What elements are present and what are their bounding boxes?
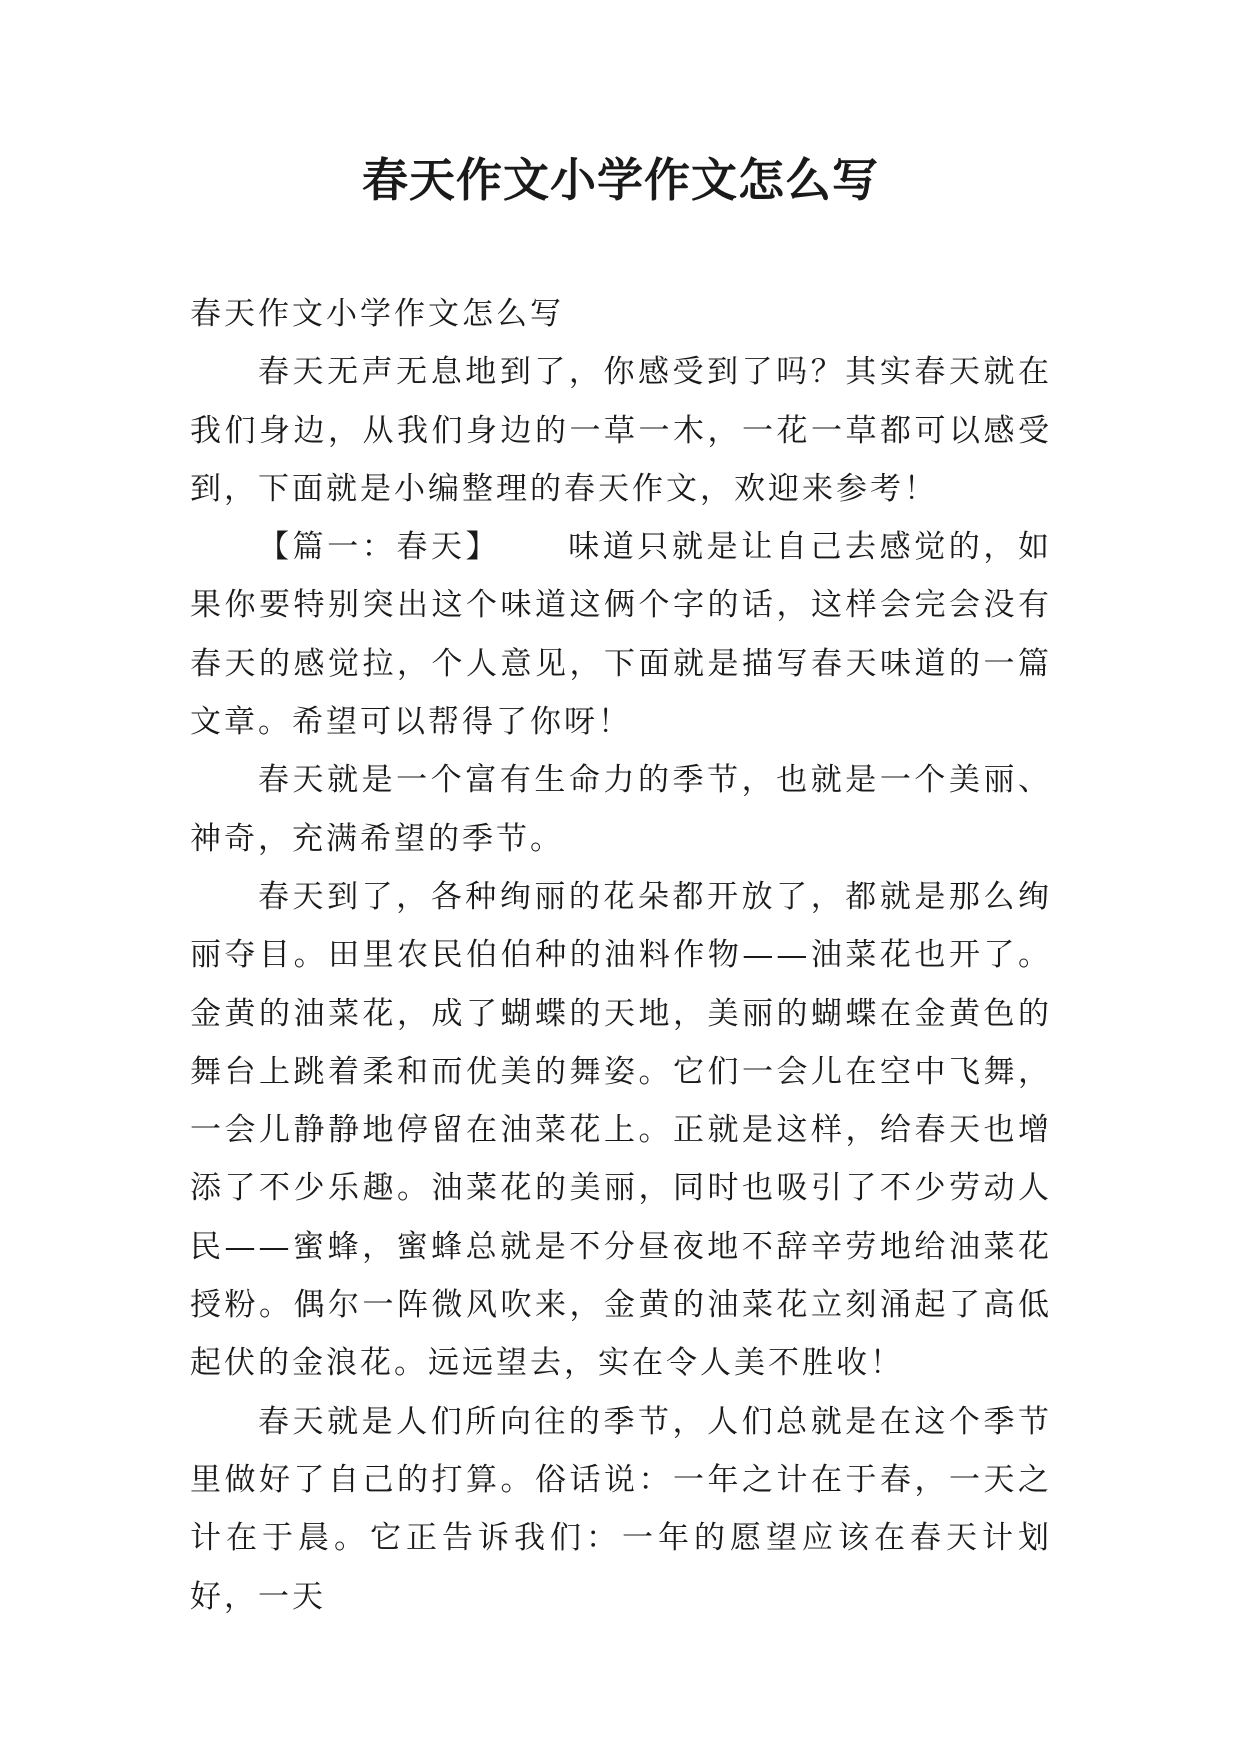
section-1-heading: 【篇一：春天】 <box>258 529 501 566</box>
section-1-text: 味道只就是让自己去感觉的，如果你要特别突出这个味道这俩个字的话，这样会完会没有春天的感觉拉，个人意见，下面就是描写春天味道的一篇文章。希望可以帮得了你呀！ <box>190 529 1053 741</box>
document-subtitle: 春天作文小学作文怎么写 <box>190 296 564 332</box>
body-paragraph-3: 春天就是人们所向往的季节，人们总就是在这个季节里做好了自己的打算。俗话说：一年之计在于春，一天之计在于晨。它正告诉我们：一年的愿望应该在春天计划好，一天 <box>190 1403 1052 1615</box>
document-body <box>190 285 1052 1626</box>
section-1-paragraph <box>190 518 1052 751</box>
intro-paragraph: 春天无声无息地到了，你感受到了吗？其实春天就在我们身边，从我们身边的一草一木，一花一草都可以感受到，下面就是小编整理的春天作文，欢迎来参考！ <box>190 354 1052 507</box>
body-paragraph-2: 春天到了，各种绚丽的花朵都开放了，都就是那么绚丽夺目。田里农民伯伯种的油料作物——油菜花也开了。金黄的油菜花，成了蝴蝶的天地，美丽的蝴蝶在金黄色的舞台上跳着柔和而优美的舞姿。它们一会儿在空中飞舞，一会儿静静地停留在油菜花上。正就是这样，给春天也增添了不少乐趣。油菜花的美丽，同时也吸引了不少劳动人民——蜜蜂，蜜蜂总就是不分昼夜地不辞辛劳地给油菜花授粉。偶尔一阵微风吹来，金黄的油菜花立刻涌起了高低起伏的金浪花。远远望去，实在令人美不胜收！ <box>190 878 1052 1382</box>
document-title: 春天作文小学作文怎么写 <box>362 153 879 207</box>
body-paragraph-1: 春天就是一个富有生命力的季节，也就是一个美丽、神奇，充满希望的季节。 <box>190 762 1052 857</box>
